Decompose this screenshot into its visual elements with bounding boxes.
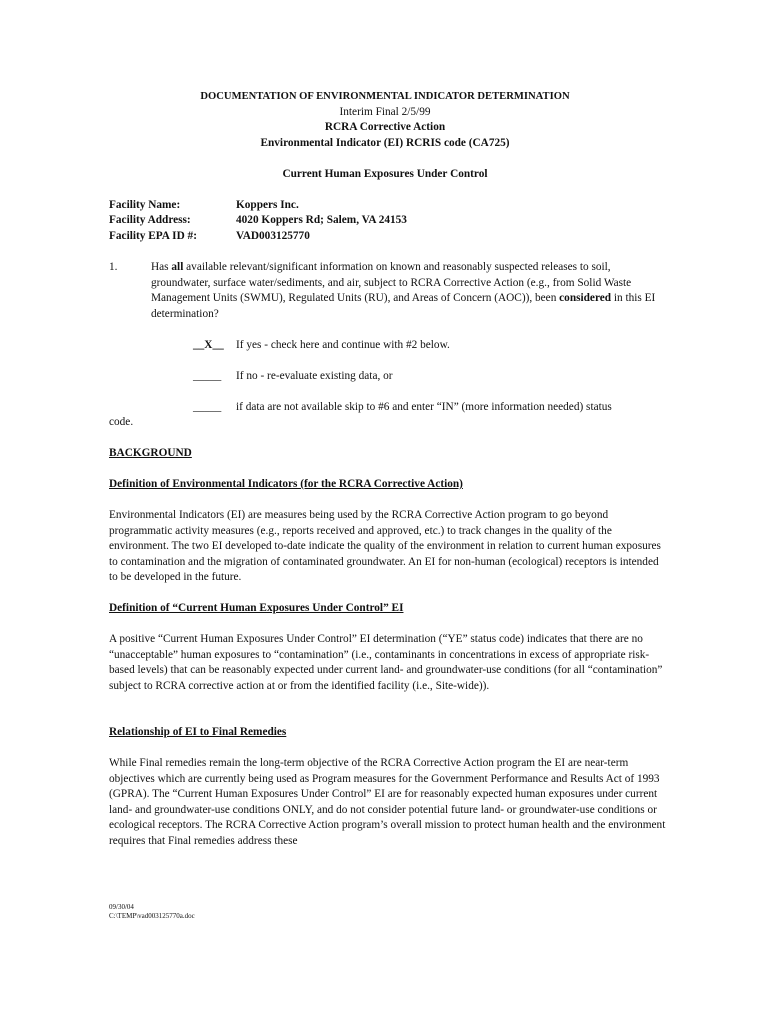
relationship-text: While Final remedies remain the long-term objective of the RCRA Corrective Action program the EI are near-term objectives which are currently being used as Program measures for the Government Performance and Results Act of 1993 (GPRA). The “Current Human Exposures Under Control” EI are for reasonably expected human exposures under current land- and groundwater-use conditions ONLY, and do not consider potential future land- or groundwater-use conditions or ecological receptors. The RCRA Corrective Action program’s overall mission to protect human health and the environment requires that Final remedies address these bbox=[109, 757, 666, 847]
option-na-text: if data are not available skip to #6 and enter “IN” (more information needed) status bbox=[236, 401, 612, 413]
q1-text-post: in this EI determination? bbox=[151, 292, 656, 320]
definition-che-heading: Definition of “Current Human Exposures Under Control” EI bbox=[109, 602, 404, 614]
option-yes-text: If yes - check here and continue with #2 below. bbox=[236, 339, 450, 351]
q1-text-considered: considered bbox=[559, 292, 612, 304]
ei-code-line: Environmental Indicator (EI) RCRIS code (CA725) bbox=[260, 137, 510, 149]
footer-date: 09/30/04 bbox=[109, 903, 134, 911]
facility-address-label: Facility Address: bbox=[109, 214, 191, 226]
facility-epa-label: Facility EPA ID #: bbox=[109, 230, 197, 242]
relationship-heading: Relationship of EI to Final Remedies bbox=[109, 726, 287, 738]
relationship-paragraph bbox=[109, 756, 669, 849]
footer-path: C:\TEMP\vad003125770a.doc bbox=[109, 912, 195, 920]
question-1-text bbox=[151, 260, 665, 322]
facility-name-label: Facility Name: bbox=[109, 199, 181, 211]
option-na-wrap: code. bbox=[109, 416, 134, 428]
option-no-mark[interactable]: _____ bbox=[193, 370, 222, 382]
definition-ei-heading: Definition of Environmental Indicators (for the RCRA Corrective Action) bbox=[109, 478, 463, 490]
facility-epa-value: VAD003125770 bbox=[236, 230, 310, 242]
definition-ei-paragraph bbox=[109, 508, 669, 586]
definition-che-paragraph bbox=[109, 632, 669, 694]
option-yes-mark[interactable]: __X__ bbox=[193, 339, 224, 351]
option-no-text: If no - re-evaluate existing data, or bbox=[236, 370, 393, 382]
section-title: Current Human Exposures Under Control bbox=[282, 168, 488, 180]
q1-text-pre: Has bbox=[151, 261, 172, 273]
document-title: DOCUMENTATION OF ENVIRONMENTAL INDICATOR DETERMINATION bbox=[200, 91, 570, 102]
option-na-mark[interactable]: _____ bbox=[193, 401, 222, 413]
background-heading: BACKGROUND bbox=[109, 447, 192, 459]
facility-address-value: 4020 Koppers Rd; Salem, VA 24153 bbox=[236, 214, 407, 226]
facility-name-value: Koppers Inc. bbox=[236, 199, 299, 211]
document-subtitle: Interim Final 2/5/99 bbox=[339, 106, 431, 118]
program-name: RCRA Corrective Action bbox=[324, 121, 446, 133]
definition-che-text: A positive “Current Human Exposures Under Control” EI determination (“YE” status code) indicates that there are no “unacceptable” human exposures to “contamination” (i.e., contaminants in concentrations in excess of appropriate risk-based levels) that can be reasonably expected under current land- and groundwater-use conditions (for all “contamination” subject to RCRA corrective action at or from the identified facility (i.e., Site-wide)). bbox=[109, 633, 663, 692]
q1-text-mid: available relevant/significant information on known and reasonably suspected releases to soil, groundwater, surface water/sediments, and air, subject to RCRA Corrective Action (e.g., from Solid Waste Management Units (SWMU), Regulated Units (RU), and Areas of Concern (AOC)), been bbox=[151, 261, 632, 304]
q1-text-all: all bbox=[171, 261, 184, 273]
question-number: 1. bbox=[109, 261, 118, 273]
definition-ei-text: Environmental Indicators (EI) are measures being used by the RCRA Corrective Action program to go beyond programmatic activity measures (e.g., reports received and approved, etc.) to track changes in the quality of the environment. The two EI developed to-date indicate the quality of the environment in relation to current human exposures to contamination and the migration of contaminated groundwater. An EI for non-human (ecological) receptors is intended to be developed in the future. bbox=[109, 509, 661, 583]
footer bbox=[109, 903, 195, 921]
